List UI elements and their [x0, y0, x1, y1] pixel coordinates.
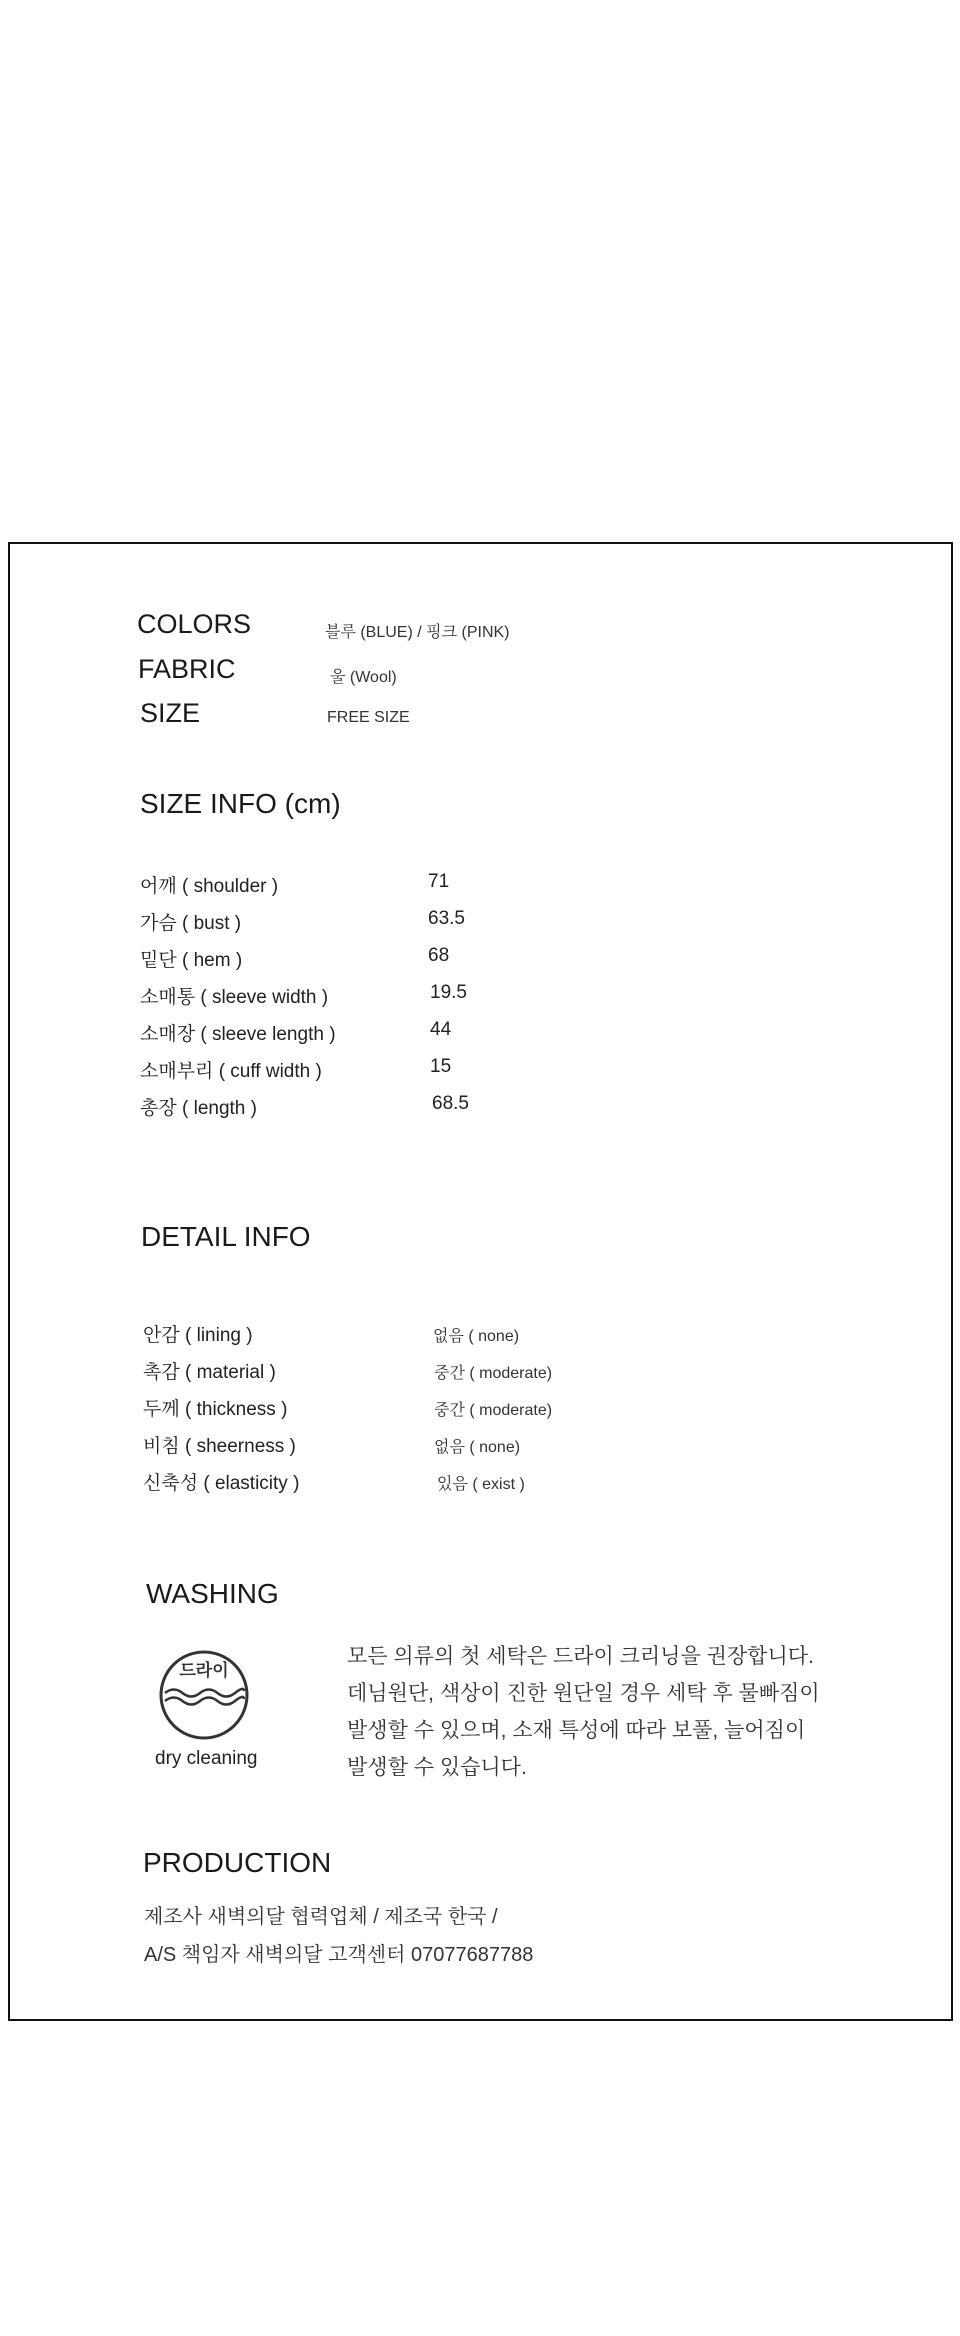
detail-row-value: 중간 ( moderate): [434, 1402, 553, 1419]
fabric-label: FABRIC: [138, 654, 236, 684]
size-row-label: 소매부리 ( cuff width ): [140, 1061, 322, 1082]
washing-line: 발생할 수 있으며, 소재 특성에 따라 보풀, 늘어짐이: [347, 1719, 806, 1742]
product-info-panel: [8, 542, 953, 2021]
detail-row-label: 두께 ( thickness ): [143, 1399, 288, 1420]
detail-info-heading: DETAIL INFO: [141, 1221, 311, 1252]
washing-text: [347, 1638, 820, 1786]
production-line: 제조사 새벽의달 협력업체 / 제조국 한국 /: [144, 1906, 498, 1928]
size-row-label: 가슴 ( bust ): [140, 913, 242, 934]
size-info-heading: SIZE INFO (cm): [140, 788, 341, 819]
size-row-value: 19.5: [430, 982, 467, 1003]
production-line: A/S 책임자 새벽의달 고객센터 07077687788: [144, 1944, 534, 1966]
detail-row-value: 없음 ( none): [433, 1328, 520, 1345]
dry-cleaning-icon: [159, 1650, 249, 1740]
dry-cleaning-icon-text: 드라이: [179, 1661, 229, 1680]
size-row-label: 소매통 ( sleeve width ): [140, 987, 329, 1008]
fabric-value: 울 (Wool): [330, 669, 397, 686]
size-row-value: 68: [428, 945, 450, 966]
detail-row-value: 있음 ( exist ): [437, 1476, 525, 1493]
detail-row-label: 비침 ( sheerness ): [143, 1436, 296, 1457]
detail-row-value: 없음 ( none): [434, 1439, 521, 1456]
detail-row-value: 중간 ( moderate): [434, 1365, 553, 1382]
size-row-label: 밑단 ( hem ): [140, 950, 243, 971]
dry-cleaning-caption: dry cleaning: [155, 1748, 258, 1769]
washing-line: 모든 의류의 첫 세탁은 드라이 크리닝을 권장합니다.: [347, 1645, 814, 1668]
size-label: SIZE: [140, 698, 201, 728]
washing-heading: WASHING: [146, 1578, 279, 1609]
size-row-value: 44: [430, 1019, 452, 1040]
size-row-label: 소매장 ( sleeve length ): [140, 1024, 336, 1045]
size-row-value: 71: [428, 871, 450, 892]
colors-value: 블루 (BLUE) / 핑크 (PINK): [325, 624, 510, 641]
size-row-value: 63.5: [428, 908, 465, 929]
size-row-label: 어깨 ( shoulder ): [140, 876, 279, 897]
size-value: FREE SIZE: [327, 709, 410, 726]
detail-row-label: 신축성 ( elasticity ): [143, 1473, 300, 1494]
washing-line: 발생할 수 있습니다.: [347, 1756, 527, 1779]
size-row-value: 68.5: [432, 1093, 469, 1114]
production-heading: PRODUCTION: [143, 1847, 332, 1878]
colors-label: COLORS: [137, 609, 252, 639]
production-text: [144, 1898, 533, 1974]
washing-line: 데님원단, 색상이 진한 원단일 경우 세탁 후 물빠짐이: [347, 1682, 820, 1705]
size-row-label: 총장 ( length ): [140, 1098, 257, 1119]
detail-row-label: 촉감 ( material ): [143, 1362, 276, 1383]
size-row-value: 15: [430, 1056, 452, 1077]
detail-row-label: 안감 ( lining ): [143, 1325, 253, 1346]
